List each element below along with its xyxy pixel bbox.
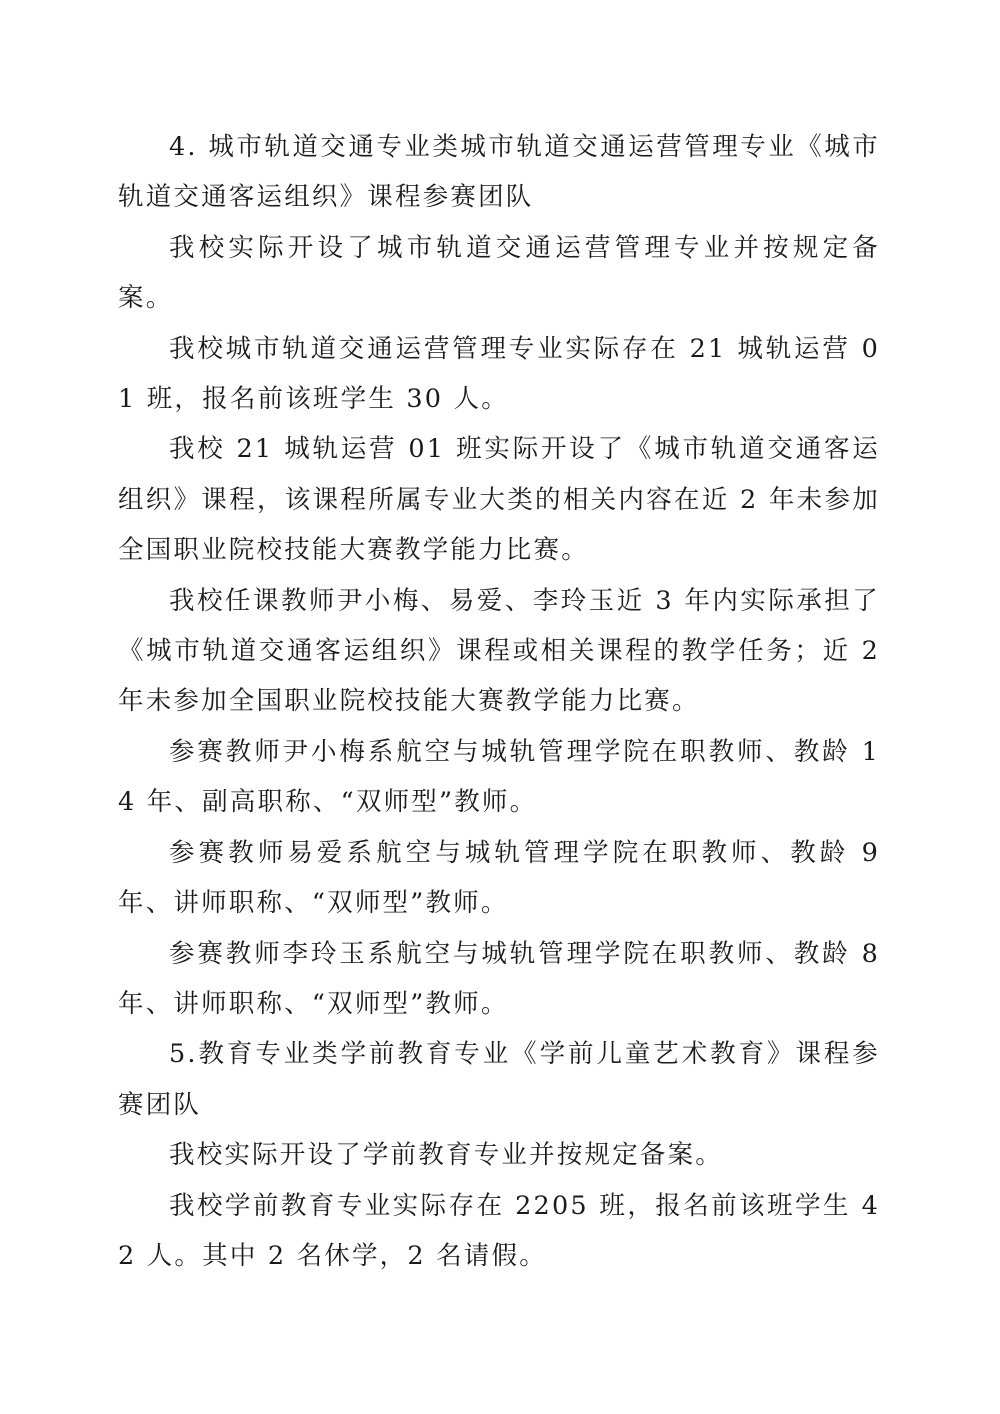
paragraph-class-students: 我校城市轨道交通运营管理专业实际存在 21 城轨运营 01 班，报名前该班学生 30 人。 — [118, 333, 880, 415]
paragraph-teacher-li: 参赛教师李玲玉系航空与城轨管理学院在职教师、教龄 8 年、讲师职称、“双师型”教师。 — [118, 938, 880, 1019]
document-body — [118, 122, 880, 1281]
section-4-heading: 4. 城市轨道交通专业类城市轨道交通运营管理专业《城市轨道交通客运组织》课程参赛团队 — [118, 132, 880, 213]
paragraph-preschool-registered: 我校实际开设了学前教育专业并按规定备案。 — [169, 1140, 724, 1171]
paragraph-course-offered: 我校 21 城轨运营 01 班实际开设了《城市轨道交通客运组织》课程，该课程所属专业大类的相关内容在近 2 年未参加全国职业院校技能大赛教学能力比赛。 — [118, 434, 880, 566]
paragraph-teachers-duty: 我校任课教师尹小梅、易爱、李玲玉近 3 年内实际承担了《城市轨道交通客运组织》课程或相关课程的教学任务；近 2 年未参加全国职业院校技能大赛教学能力比赛。 — [118, 585, 880, 717]
section-5-heading: 5.教育专业类学前教育专业《学前儿童艺术教育》课程参赛团队 — [118, 1039, 880, 1120]
paragraph-teacher-yi: 参赛教师易爱系航空与城轨管理学院在职教师、教龄 9 年、讲师职称、“双师型”教师。 — [118, 837, 880, 919]
paragraph-teacher-yin: 参赛教师尹小梅系航空与城轨管理学院在职教师、教龄 14 年、副高职称、“双师型”教师。 — [118, 736, 880, 818]
paragraph-major-registered: 我校实际开设了城市轨道交通运营管理专业并按规定备案。 — [118, 232, 880, 314]
paragraph-preschool-class: 我校学前教育专业实际存在 2205 班，报名前该班学生 42 人。其中 2 名休学，2 名请假。 — [118, 1190, 880, 1271]
